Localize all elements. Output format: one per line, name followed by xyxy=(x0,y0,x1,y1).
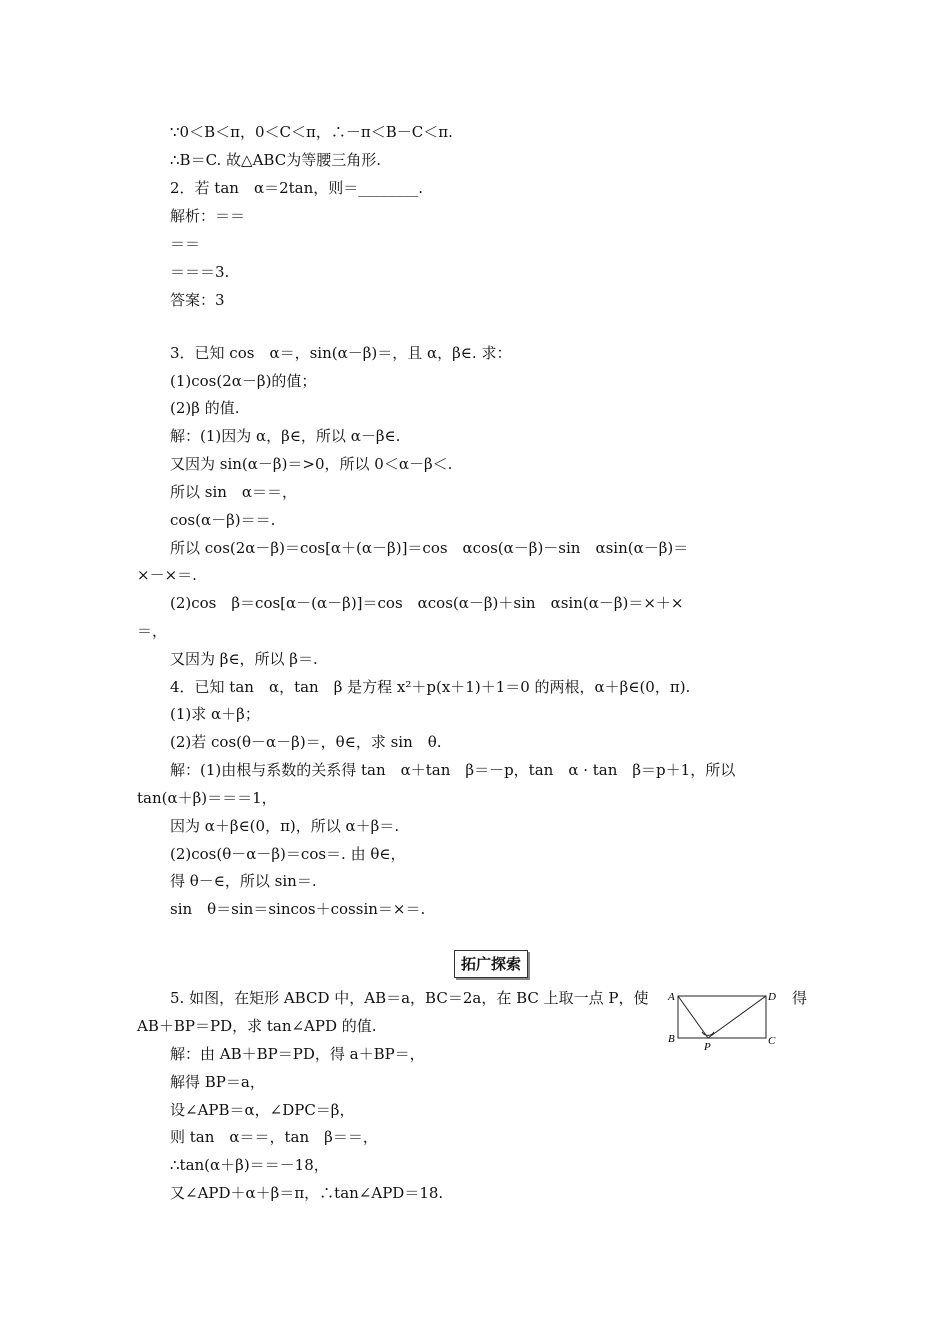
text-line: 得 xyxy=(792,989,808,1007)
text-line xyxy=(170,178,423,198)
text-line: 又因为 β∈，所以 β＝. xyxy=(170,650,318,668)
label-d: D xyxy=(768,991,776,1003)
text-segment: 2．若 tan α＝2tan，则＝ xyxy=(170,179,359,197)
text-line: 又因为 sin(α－β)＝>0，所以 0＜α－β＜. xyxy=(170,455,453,473)
text-line: 答案：3 xyxy=(170,291,225,309)
text-line: (1)cos(2α－β)的值； xyxy=(170,372,317,390)
text-line: ∵0＜B＜π，0＜C＜π，∴－π＜B－C＜π. xyxy=(170,123,453,141)
text-line: (2)cos β＝cos[α－(α－β)]＝cos αcos(α－β)＋sin αsin(α－β)＝×＋× xyxy=(170,594,684,612)
text-line: 4．已知 tan α，tan β 是方程 x²＋p(x＋1)＋1＝0 的两根，α＋β∈(0，π). xyxy=(170,678,691,696)
text-line: cos(α－β)＝＝. xyxy=(170,511,276,529)
text-line: ＝＝ xyxy=(170,235,201,253)
text-line: 所以 sin α＝＝， xyxy=(170,483,298,501)
label-p: P xyxy=(704,1041,711,1052)
text-line: ∴tan(α＋β)＝＝－18， xyxy=(170,1156,329,1174)
text-line: 又∠APD＋α＋β＝π，∴tan∠APD＝18. xyxy=(170,1184,444,1202)
label-b: B xyxy=(668,1033,675,1045)
segment-ap xyxy=(678,996,708,1038)
rectangle-figure xyxy=(664,988,784,1052)
rectangle-abcd xyxy=(678,996,766,1038)
text-line: 解：(1)由根与系数的关系得 tan α＋tan β＝－p，tan α · tan β＝p＋1，所以 xyxy=(170,761,736,779)
section-title: 拓广探索 xyxy=(454,950,528,978)
text-line: ∴B＝C. 故△ABC为等腰三角形. xyxy=(170,151,381,169)
text-line: 解得 BP＝a， xyxy=(170,1073,265,1091)
text-line: AB＋BP＝PD，求 tan∠APD 的值. xyxy=(137,1017,377,1035)
text-line: 所以 cos(2α－β)＝cos[α＋(α－β)]＝cos αcos(α－β)－sin αsin(α－β)＝ xyxy=(170,539,689,557)
text-line: 解：(1)因为 α，β∈，所以 α－β∈. xyxy=(170,427,401,445)
text-line: sin θ＝sin＝sincos＋cossin＝×＝. xyxy=(170,900,426,918)
text-line: (2)cos(θ－α－β)＝cos＝. 由 θ∈， xyxy=(170,845,406,863)
segment-pd xyxy=(708,996,766,1038)
text-line: 解析：＝＝ xyxy=(170,207,246,225)
text-line: (1)求 α＋β； xyxy=(170,705,260,723)
text-line: 因为 α＋β∈(0，π)，所以 α＋β＝. xyxy=(170,817,400,835)
text-segment: . xyxy=(418,179,424,197)
label-c: C xyxy=(768,1035,776,1047)
text-line: ×－×＝. xyxy=(137,566,197,584)
text-line: 设∠APB＝α，∠DPC＝β， xyxy=(170,1101,355,1119)
text-line: 5. 如图，在矩形 ABCD 中，AB＝a，BC＝2a，在 BC 上取一点 P，使 xyxy=(170,989,649,1007)
text-line: 3．已知 cos α＝，sin(α－β)＝，且 α，β∈. 求： xyxy=(170,344,512,362)
text-line: (2)若 cos(θ－α－β)＝，θ∈，求 sin θ. xyxy=(170,733,442,751)
text-line: ＝， xyxy=(137,622,168,640)
text-line: 则 tan α＝＝，tan β＝＝， xyxy=(170,1128,378,1146)
answer-blank: ________ xyxy=(358,179,419,197)
text-line: 解：由 AB＋BP＝PD，得 a＋BP＝， xyxy=(170,1045,425,1063)
label-a: A xyxy=(668,991,675,1003)
text-line: tan(α＋β)＝＝＝1， xyxy=(137,789,277,807)
text-line: ＝＝＝3. xyxy=(170,263,230,281)
text-line: (2)β 的值. xyxy=(170,399,240,417)
text-line: 得 θ－∈，所以 sin＝. xyxy=(170,872,317,890)
